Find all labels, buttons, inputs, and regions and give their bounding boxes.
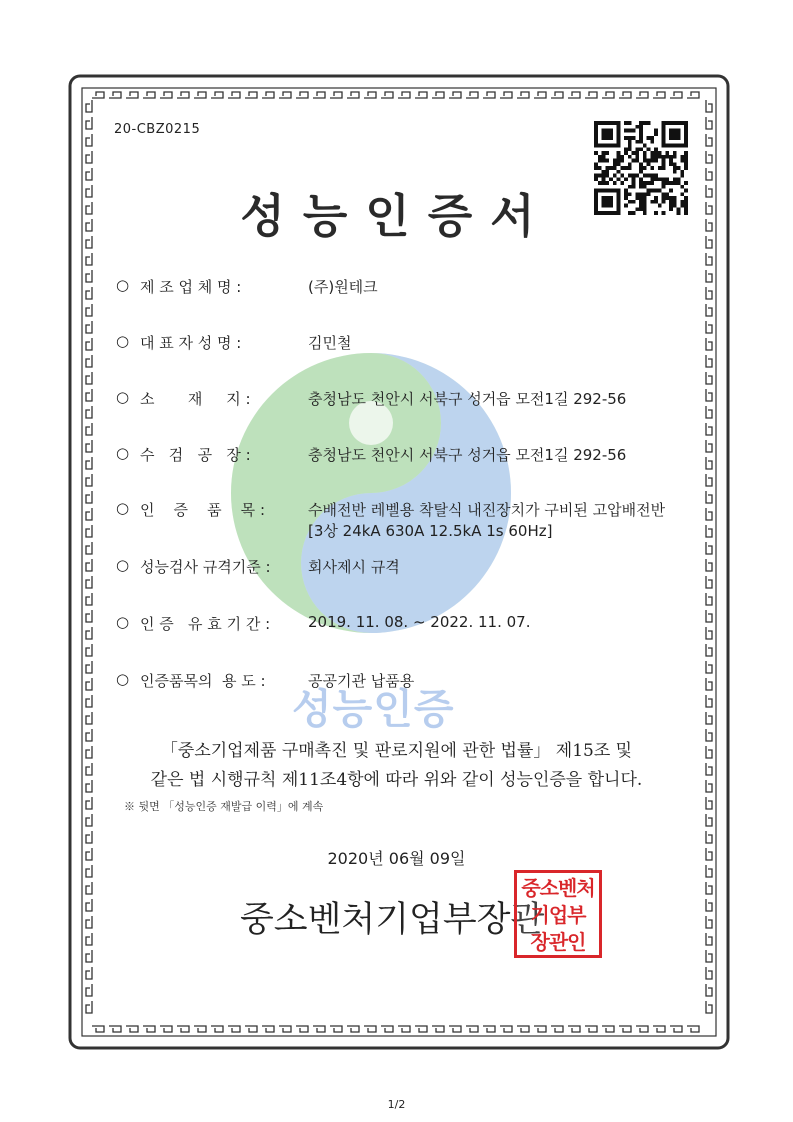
page-indicator: 1/2 (387, 1098, 406, 1111)
field-row (116, 499, 665, 541)
bullet-icon: ○ (116, 556, 130, 574)
field-value-group (308, 613, 530, 634)
bullet-icon: ○ (116, 499, 130, 517)
field-label: 성능검사 규격기준 : (140, 558, 271, 576)
field-label: 수 검 공 장 : (140, 446, 251, 464)
field-value: 회사제시 규격 (308, 558, 400, 576)
field-row (116, 276, 378, 297)
statement-line-2: 같은 법 시행규칙 제11조4항에 따라 위와 같이 성능인증을 합니다. (150, 770, 643, 790)
field-row (116, 613, 530, 634)
statement-line-1: 「중소기업제품 구매촉진 및 판로지원에 관한 법률」 제15조 및 (160, 741, 633, 761)
field-row (116, 556, 400, 577)
field-value-group (308, 388, 626, 409)
issue-date: 2020년 06월 09일 (327, 849, 466, 868)
bullet-icon: ○ (116, 388, 130, 406)
field-row (116, 444, 626, 465)
field-value-group (308, 276, 378, 297)
field-value-group (308, 332, 351, 353)
official-seal (514, 870, 602, 958)
bullet-icon: ○ (116, 332, 130, 350)
field-row (116, 670, 414, 691)
field-label: 인증품목의 용 도 : (140, 672, 266, 690)
page-title: 성능인증서 (240, 189, 553, 243)
field-value: 공공기관 납품용 (308, 672, 415, 690)
field-value: 김민철 (308, 334, 352, 352)
bullet-icon: ○ (116, 670, 130, 688)
bullet-icon: ○ (116, 276, 130, 294)
field-value-group (308, 444, 626, 465)
bullet-icon: ○ (116, 613, 130, 631)
field-row (116, 332, 351, 353)
document-number: 20-CBZ0215 (114, 122, 201, 137)
field-value: 2019. 11. 08. ~ 2022. 11. 07. (308, 613, 531, 631)
watermark-text: 성능인증 (292, 685, 455, 733)
field-value: 충청남도 천안시 서북구 성거읍 모전1길 292-56 (308, 446, 627, 464)
field-value-group (308, 670, 414, 691)
field-label: 제 조 업 체 명 : (140, 278, 242, 296)
seal-line: 중소벤처 (521, 876, 595, 900)
bullet-icon: ○ (116, 444, 130, 462)
field-label: 인 증 품 목 : (140, 501, 265, 519)
field-label: 소 재 지 : (140, 390, 251, 408)
field-value: (주)원테크 (308, 278, 378, 296)
seal-line: 기업부 (530, 903, 586, 927)
field-value-group (308, 499, 665, 541)
issuer-name: 중소벤처기업부장관 (240, 900, 545, 940)
field-value-detail: [3상 24kA 630A 12.5kA 1s 60Hz] (308, 522, 553, 540)
reissue-note: ※ 뒷면 「성능인증 재발급 이력」에 계속 (124, 800, 324, 813)
field-label: 대 표 자 성 명 : (140, 334, 242, 352)
field-value: 충청남도 천안시 서북구 성거읍 모전1길 292-56 (308, 390, 627, 408)
field-label: 인 증 유 효 기 간 : (140, 615, 271, 633)
seal-line: 장관인 (530, 930, 586, 954)
field-row (116, 388, 626, 409)
field-value-group (308, 556, 400, 577)
field-value: 수배전반 레벨용 착탈식 내진장치가 구비된 고압배전반 (308, 501, 666, 519)
